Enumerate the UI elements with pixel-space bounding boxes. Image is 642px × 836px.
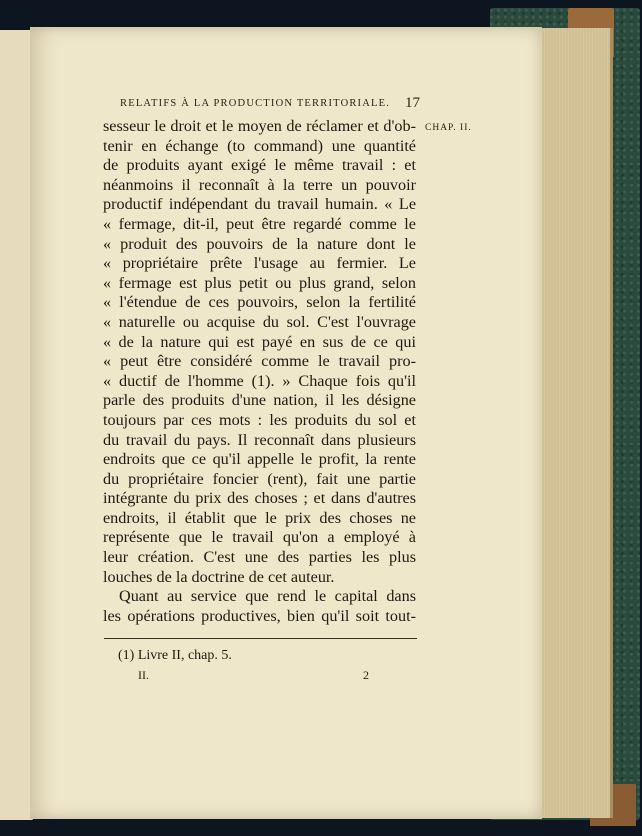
text-line: endroits, il établit que le prix des choses ne — [103, 508, 416, 527]
text-line: endroits que ce qu'il appelle le profit, la rente — [103, 450, 416, 469]
signature-mark: II. — [138, 668, 149, 682]
text-line: « de la nature qui est payé en sus de ce qui — [103, 332, 416, 351]
body-text — [103, 117, 416, 626]
text-line: louches de la doctrine de cet auteur. — [103, 567, 335, 586]
text-line: parle des produits d'une nation, il les désigne — [103, 391, 416, 410]
text-line: « peut être considéré comme le travail pro- — [103, 352, 416, 371]
page-number: 17 — [405, 95, 420, 111]
text-line: néanmoins il reconnaît à la terre un pouvoir — [103, 175, 416, 194]
text-line: représente que le travail qu'on a employé à — [103, 528, 416, 547]
text-line: « naturelle ou acquise du sol. C'est l'ouvrage — [103, 312, 416, 331]
running-title: RELATIFS À LA PRODUCTION TERRITORIALE. — [120, 98, 391, 109]
text-line: toujours par ces mots : les produits du sol et — [103, 410, 416, 429]
text-line: « fermage est plus petit ou plus grand, selon — [103, 273, 416, 292]
text-line: « produit des pouvoirs de la nature dont le — [103, 234, 416, 253]
text-line: du propriétaire foncier (rent), fait une partie — [103, 469, 416, 488]
text-line: « ductif de l'homme (1). » Chaque fois qu'il — [103, 371, 416, 390]
text-line: productif indépendant du travail humain. « Le — [103, 195, 416, 214]
text-line: du travail du pays. Il reconnaît dans plusieurs — [103, 430, 416, 449]
footnote: (1) Livre II, chap. 5. — [118, 648, 232, 663]
text-line: « fermage, dit-il, peut être regardé comme le — [103, 214, 416, 233]
text-line: Quant au service que rend le capital dans — [119, 587, 416, 606]
text-line: tenir en échange (to command) une quantité — [103, 136, 416, 155]
signature-number: 2 — [363, 668, 369, 682]
text-line: de produits ayant exigé le même travail : et — [103, 156, 416, 175]
left-page-edge — [0, 30, 33, 820]
text-line: les opérations productives, bien qu'il soit tout- — [103, 606, 416, 625]
text-line: « propriétaire prête l'usage au fermier. Le — [103, 254, 416, 273]
text-line: « l'étendue de ces pouvoirs, selon la fertilité — [103, 293, 416, 312]
text-line: intégrante du prix des choses ; et dans d'autres — [103, 489, 416, 508]
text-line: sesseur le droit et le moyen de réclamer et d'ob- — [103, 117, 416, 135]
margin-note: CHAP. II. — [425, 123, 472, 133]
text-line: leur création. C'est une des parties les plus — [103, 548, 416, 567]
running-head — [120, 95, 420, 111]
footnote-rule — [104, 638, 417, 639]
